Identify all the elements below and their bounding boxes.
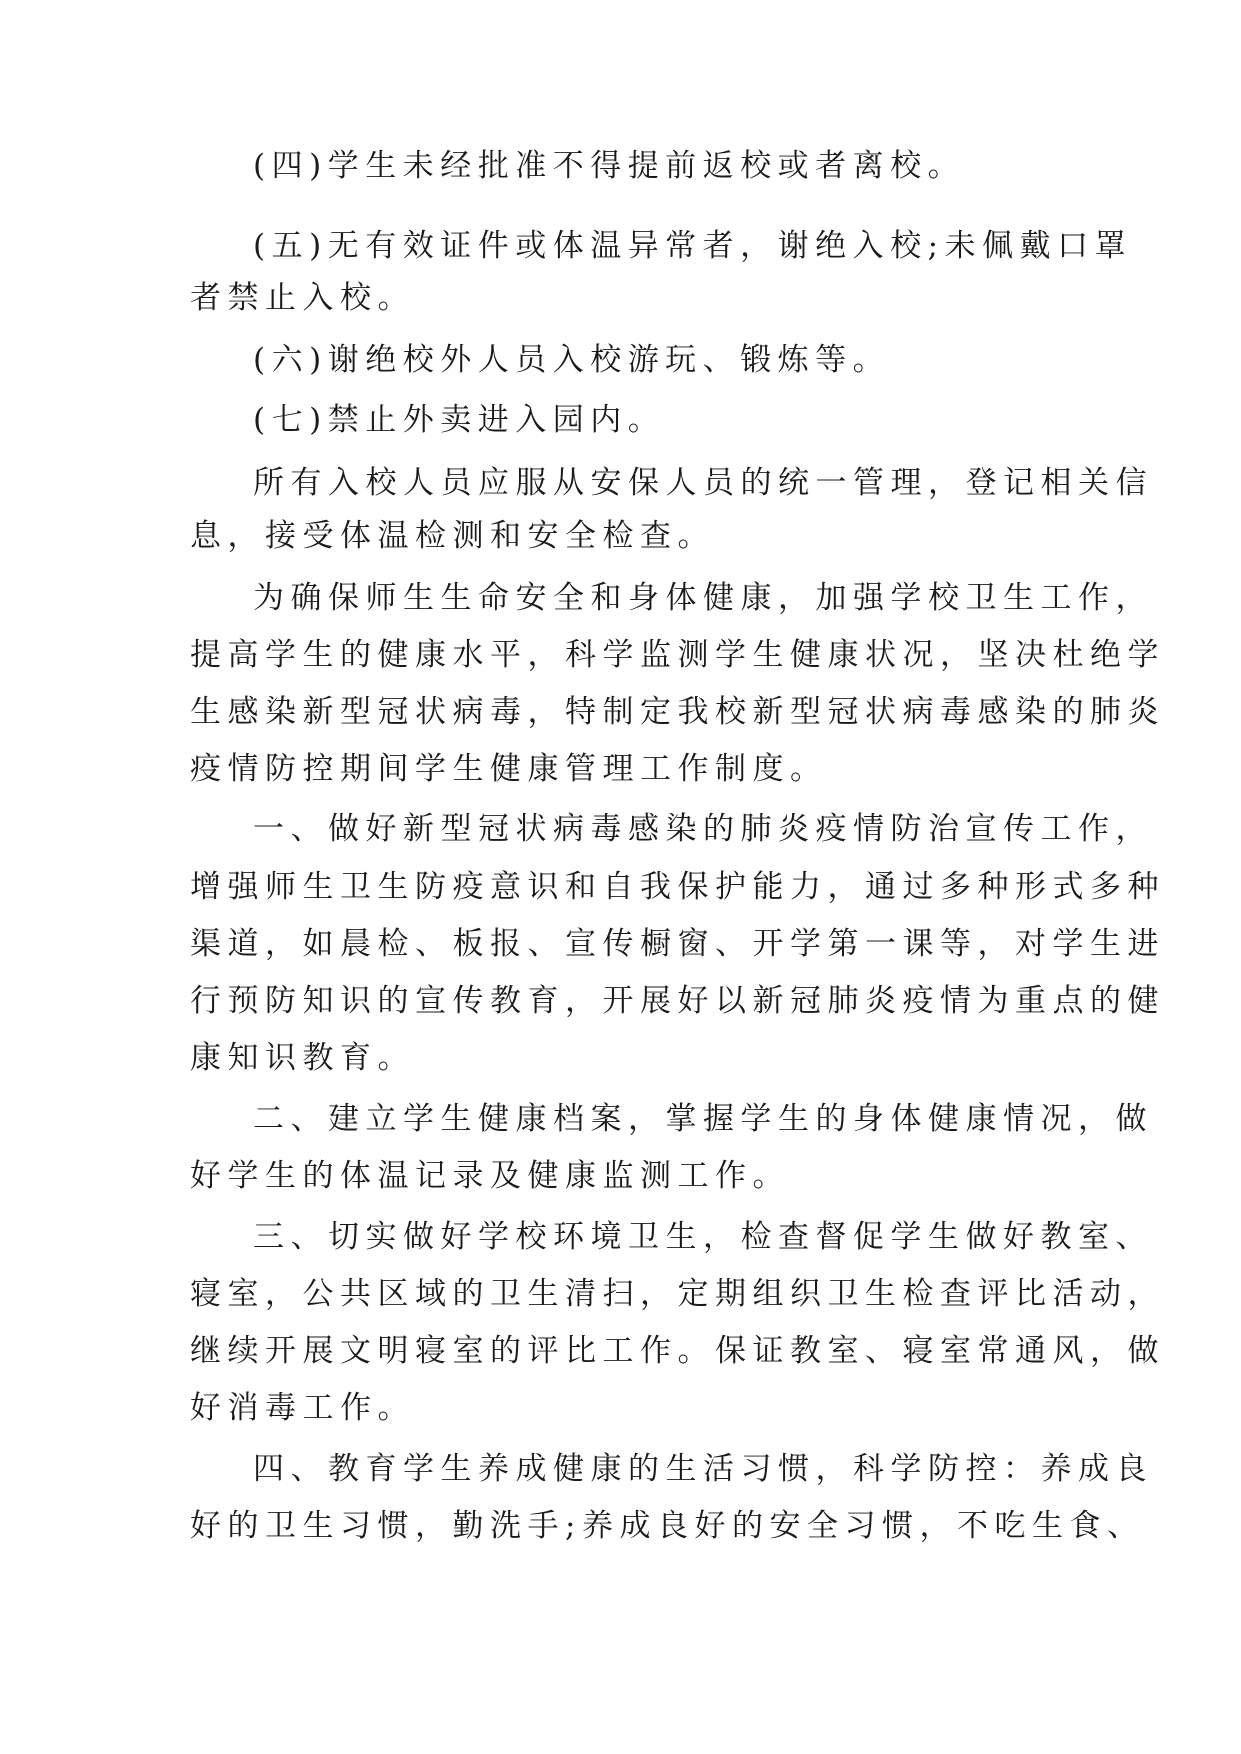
text-line: 四、教育学生养成健康的生活习惯，科学防控：养成良 — [253, 1451, 1153, 1487]
text-line: (七)禁止外卖进入园内。 — [253, 402, 666, 438]
text-line: 好学生的体温记录及健康监测工作。 — [190, 1158, 790, 1194]
text-line: 提高学生的健康水平，科学监测学生健康状况，坚决杜绝学 — [190, 637, 1165, 673]
text-line: 三、切实做好学校环境卫生，检查督促学生做好教室、 — [253, 1219, 1153, 1255]
text-line: 疫情防控期间学生健康管理工作制度。 — [190, 751, 828, 787]
text-line: 好消毒工作。 — [190, 1390, 415, 1426]
text-line: 息，接受体温检测和安全检查。 — [190, 518, 715, 554]
text-line: 寝室，公共区域的卫生清扫，定期组织卫生检查评比活动， — [190, 1276, 1165, 1312]
text-line: 行预防知识的宣传教育，开展好以新冠肺炎疫情为重点的健 — [190, 983, 1165, 1019]
text-line: 增强师生卫生防疫意识和自我保护能力，通过多种形式多种 — [190, 869, 1165, 905]
text-line: 者禁止入校。 — [190, 280, 415, 316]
text-line: 好的卫生习惯，勤洗手;养成良好的安全习惯，不吃生食、 — [190, 1508, 1145, 1544]
text-line: (四)学生未经批准不得提前返校或者离校。 — [253, 148, 966, 184]
text-line: 一、做好新型冠状病毒感染的肺炎疫情防治宣传工作， — [253, 811, 1153, 847]
text-line: 渠道，如晨检、板报、宣传橱窗、开学第一课等，对学生进 — [190, 926, 1165, 962]
text-line: 继续开展文明寝室的评比工作。保证教室、寝室常通风，做 — [190, 1333, 1165, 1369]
text-line: (六)谢绝校外人员入校游玩、锻炼等。 — [253, 342, 891, 378]
text-line: 二、建立学生健康档案，掌握学生的身体健康情况，做 — [253, 1101, 1153, 1137]
text-line: (五)无有效证件或体温异常者，谢绝入校;未佩戴口罩 — [253, 228, 1133, 264]
text-line: 生感染新型冠状病毒，特制定我校新型冠状病毒感染的肺炎 — [190, 694, 1165, 730]
text-line: 为确保师生生命安全和身体健康，加强学校卫生工作， — [253, 580, 1153, 616]
text-line: 所有入校人员应服从安保人员的统一管理，登记相关信 — [253, 465, 1153, 501]
text-line: 康知识教育。 — [190, 1040, 415, 1076]
